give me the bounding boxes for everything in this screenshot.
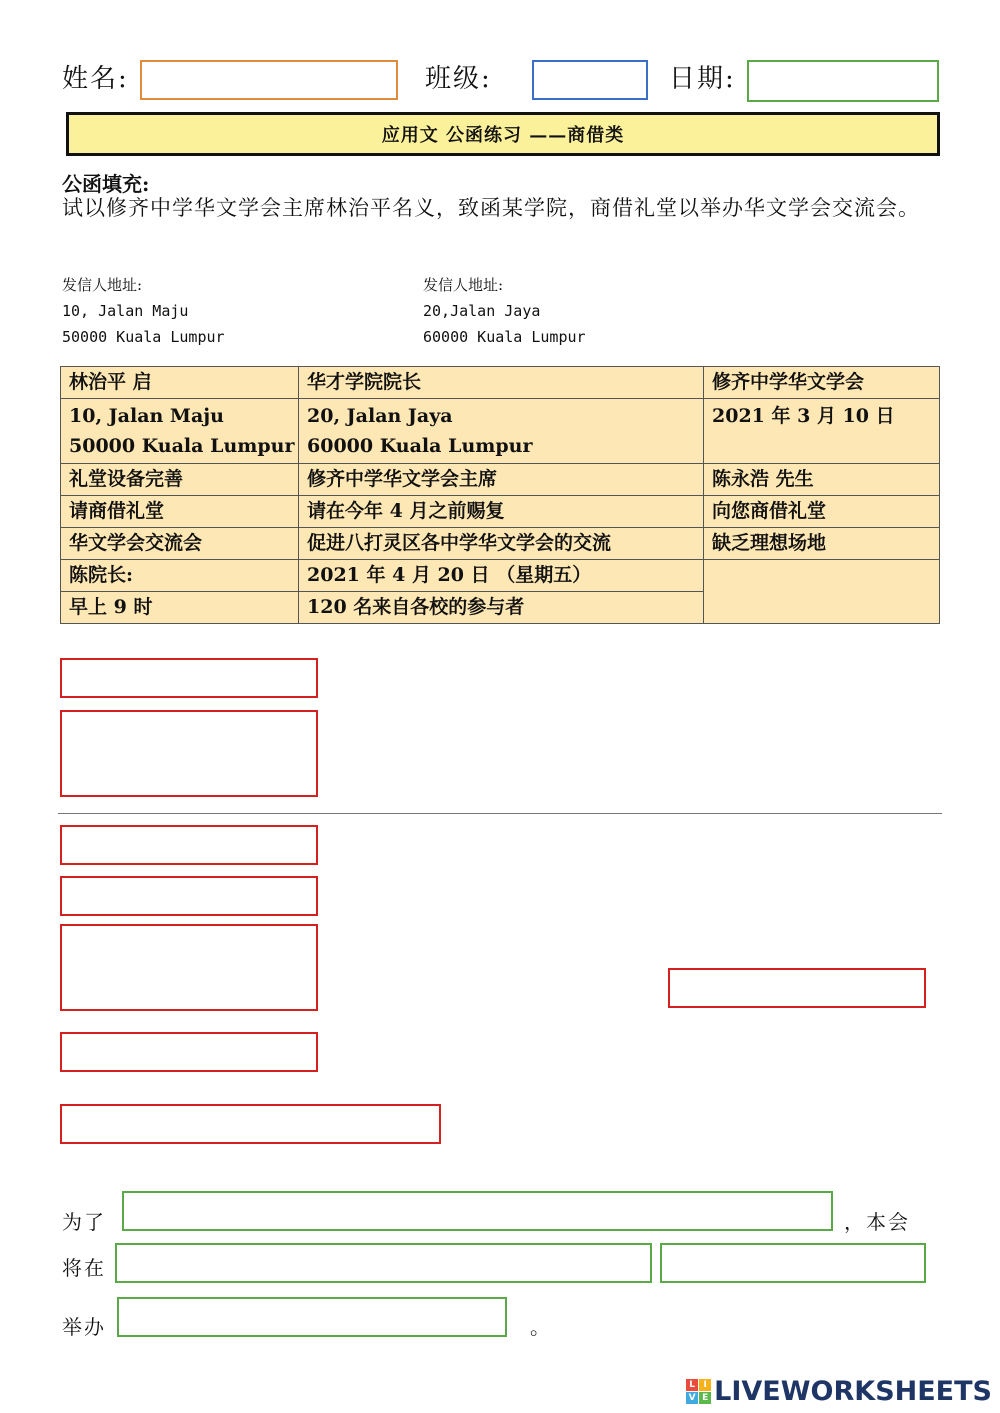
class-input[interactable] [532, 60, 648, 100]
option-cell[interactable]: 2021 年 4 月 20 日 （星期五） [299, 560, 704, 592]
text-period: 。 [530, 1315, 552, 1339]
text-ju-ban: 举办 [62, 1315, 106, 1339]
logo-letter: V [686, 1392, 698, 1404]
text-jiang-zai: 将在 [62, 1256, 106, 1280]
logo-letter: I [699, 1379, 711, 1391]
worksheet-title: 应用文 公函练习 ——商借类 [66, 112, 940, 156]
option-cell[interactable]: 礼堂设备完善 [61, 464, 299, 496]
option-cell[interactable]: 修齐中学华文学会主席 [299, 464, 704, 496]
date-input[interactable] [747, 60, 939, 102]
option-cell[interactable]: 请在今年 4 月之前赐复 [299, 496, 704, 528]
logo-letter: L [686, 1379, 698, 1391]
drop-field-event-time[interactable] [660, 1243, 926, 1283]
table-row [61, 496, 940, 528]
option-cell[interactable]: 陈永浩 先生 [704, 464, 940, 496]
option-cell[interactable]: 促进八打灵区各中学华文学会的交流 [299, 528, 704, 560]
drop-field-recipient-address[interactable] [60, 710, 318, 797]
text-wei-le: 为了 [62, 1210, 106, 1234]
option-cell[interactable]: 120 名来自各校的参与者 [299, 592, 704, 624]
task-prompt: 试以修齐中学华文学会主席林治平名义，致函某学院，商借礼堂以举办华文学会交流会。 [62, 196, 920, 220]
option-cell[interactable]: 修齐中学华文学会 [704, 367, 940, 399]
text-ben-hui: ，本会 [844, 1210, 910, 1234]
drop-field-event-name[interactable] [117, 1297, 507, 1337]
section-heading: 公函填充: [62, 172, 150, 196]
sender-address-right [423, 272, 586, 350]
address-line: 50000 Kuala Lumpur [62, 328, 225, 346]
name-label: 姓名: [62, 64, 129, 94]
option-cell[interactable]: 陈院长: [61, 560, 299, 592]
option-cell[interactable]: 缺乏理想场地 [704, 528, 940, 560]
option-cell[interactable]: 早上 9 时 [61, 592, 299, 624]
drop-field-recipient-name[interactable] [60, 658, 318, 698]
drop-field-event-date[interactable] [115, 1243, 652, 1283]
address-line: 60000 Kuala Lumpur [423, 328, 586, 346]
logo-mark-icon [686, 1379, 711, 1404]
date-label: 日期: [669, 64, 736, 94]
address-label: 发信人地址: [423, 276, 504, 294]
drop-field-purpose[interactable] [122, 1191, 833, 1231]
option-cell[interactable]: 10, Jalan Maju 50000 Kuala Lumpur [61, 399, 299, 464]
divider-line [58, 813, 942, 814]
sender-address-left [62, 272, 225, 350]
drop-field-sender-address[interactable] [60, 924, 318, 1011]
drop-field-subject[interactable] [60, 1104, 441, 1144]
option-cell[interactable]: 请商借礼堂 [61, 496, 299, 528]
logo-text: LIVEWORKSHEETS [714, 1376, 992, 1407]
table-row [61, 528, 940, 560]
table-row [61, 464, 940, 496]
option-cell[interactable]: 华才学院院长 [299, 367, 704, 399]
address-label: 发信人地址: [62, 276, 143, 294]
drop-field-sender-title[interactable] [60, 876, 318, 916]
option-cell[interactable]: 林治平 启 [61, 367, 299, 399]
liveworksheets-logo [686, 1376, 992, 1407]
name-input[interactable] [140, 60, 398, 100]
option-cell[interactable]: 华文学会交流会 [61, 528, 299, 560]
option-cell[interactable]: 向您商借礼堂 [704, 496, 940, 528]
table-row [61, 399, 940, 464]
logo-letter: E [699, 1392, 711, 1404]
drop-field-date[interactable] [668, 968, 926, 1008]
options-table [60, 366, 940, 624]
address-line: 10, Jalan Maju [62, 302, 189, 320]
option-cell-empty [704, 560, 940, 624]
option-cell[interactable]: 2021 年 3 月 10 日 [704, 399, 940, 464]
option-cell[interactable]: 20, Jalan Jaya 60000 Kuala Lumpur [299, 399, 704, 464]
class-label: 班级: [425, 64, 492, 94]
table-row [61, 367, 940, 399]
drop-field-salutation[interactable] [60, 1032, 318, 1072]
table-row [61, 560, 940, 592]
drop-field-sender[interactable] [60, 825, 318, 865]
address-line: 20,Jalan Jaya [423, 302, 541, 320]
